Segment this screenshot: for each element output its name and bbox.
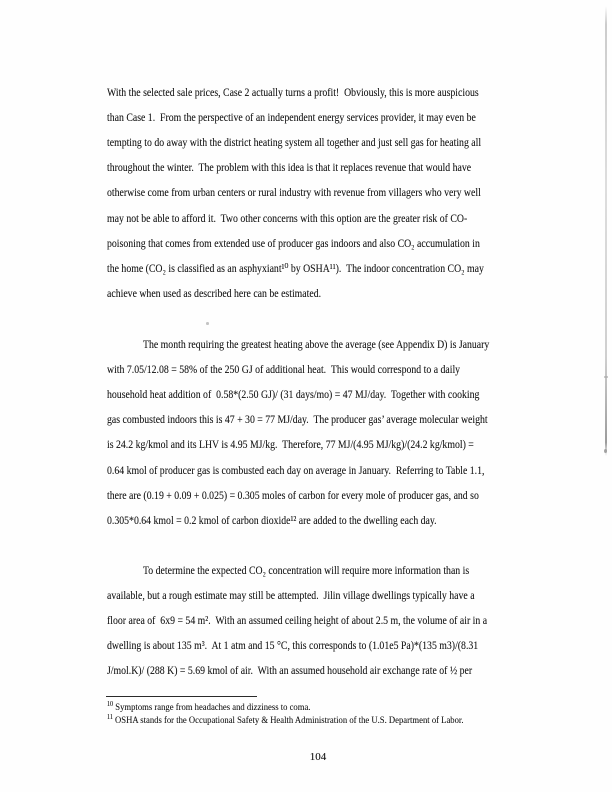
text-line: floor area of 6x9 = 54 m². With an assumed ceiling height of about 2.5 m, the volume of air in a (107, 614, 488, 628)
text-line: 0.64 kmol of producer gas is combusted each day on average in January. Referring to Table 1.1, (107, 463, 485, 477)
scan-artifact-dot (604, 449, 607, 453)
footnote-marker: 10 (107, 700, 114, 708)
text-line: tempting to do away with the district heating system all together and just sell gas for heating all (107, 136, 482, 150)
text-line: than Case 1. From the perspective of an independent energy services provider, it may even be (107, 111, 476, 125)
scan-artifact-tick (604, 376, 608, 378)
text-line: throughout the winter. The problem with this idea is that it replaces revenue that would have (107, 161, 472, 175)
text-line: J/mol.K)/ (288 K) = 5.69 kmol of air. With an assumed household air exchange rate of ½ per (107, 664, 473, 678)
scan-artifact-speck (206, 322, 209, 325)
footnote: $^{10}$ Symptoms range from headaches and dizziness to coma. (107, 700, 311, 713)
text-line: household heat addition of 0.58*(2.50 GJ)/ (31 days/mo) = 47 MJ/day. Together with cooking (107, 388, 480, 402)
text-line: is 24.2 kg/kmol and its LHV is 4.95 MJ/kg. Therefore, 77 MJ/(4.95 MJ/kg)/(24.2 kg/kmol) = (107, 438, 474, 452)
text-line: 0.305*0.64 kmol = 0.2 kmol of carbon dioxide¹² are added to the dwelling each day. (107, 513, 437, 527)
scan-artifact-line (605, 6, 607, 456)
footnote-separator (106, 696, 257, 697)
text-line: The month requiring the greatest heating above the average (see Appendix D) is January (143, 338, 490, 351)
footnote-marker: 11 (107, 713, 113, 721)
text-line: there are (0.19 + 0.09 + 0.025) = 0.305 moles of carbon for every mole of producer gas, and so (107, 488, 479, 502)
text-line: poisoning that comes from extended use of producer gas indoors and also CO₂ accumulation in (107, 236, 480, 250)
text-line: the home (CO₂ is classified as an asphyxiant¹⁰ by OSHA¹¹). The indoor concentration CO₂ may (107, 261, 484, 275)
page-number: 104 (309, 751, 327, 763)
text-line: To determine the expected CO₂ concentration will require more information than is (143, 564, 470, 577)
text-line: dwelling is about 135 m³. At 1 atm and 15 °C, this corresponds to (1.01e5 Pa)*(135 m3)/(8.31 (107, 639, 479, 653)
text-line: With the selected sale prices, Case 2 actually turns a profit! Obviously, this is more auspicious (107, 86, 479, 99)
text-line: may not be able to afford it. Two other concerns with this option are the greater risk of CO- (107, 211, 468, 225)
text-line: available, but a rough estimate may still be attempted. Jilin village dwellings typically have a (107, 589, 475, 603)
text-line: achieve when used as described here can be estimated. (107, 286, 322, 300)
text-line: with 7.05/12.08 = 58% of the 250 GJ of additional heat. This would correspond to a daily (107, 363, 461, 377)
footnote: $^{11}$ OSHA stands for the Occupational Safety & Health Administration of the U.S. Department of Labor. (107, 713, 464, 726)
text-line: gas combusted indoors this is 47 + 30 = 77 MJ/day. The producer gas’ average molecular weight (107, 413, 488, 427)
text-line: otherwise come from urban centers or rural industry with revenue from villagers who very well (107, 186, 481, 200)
